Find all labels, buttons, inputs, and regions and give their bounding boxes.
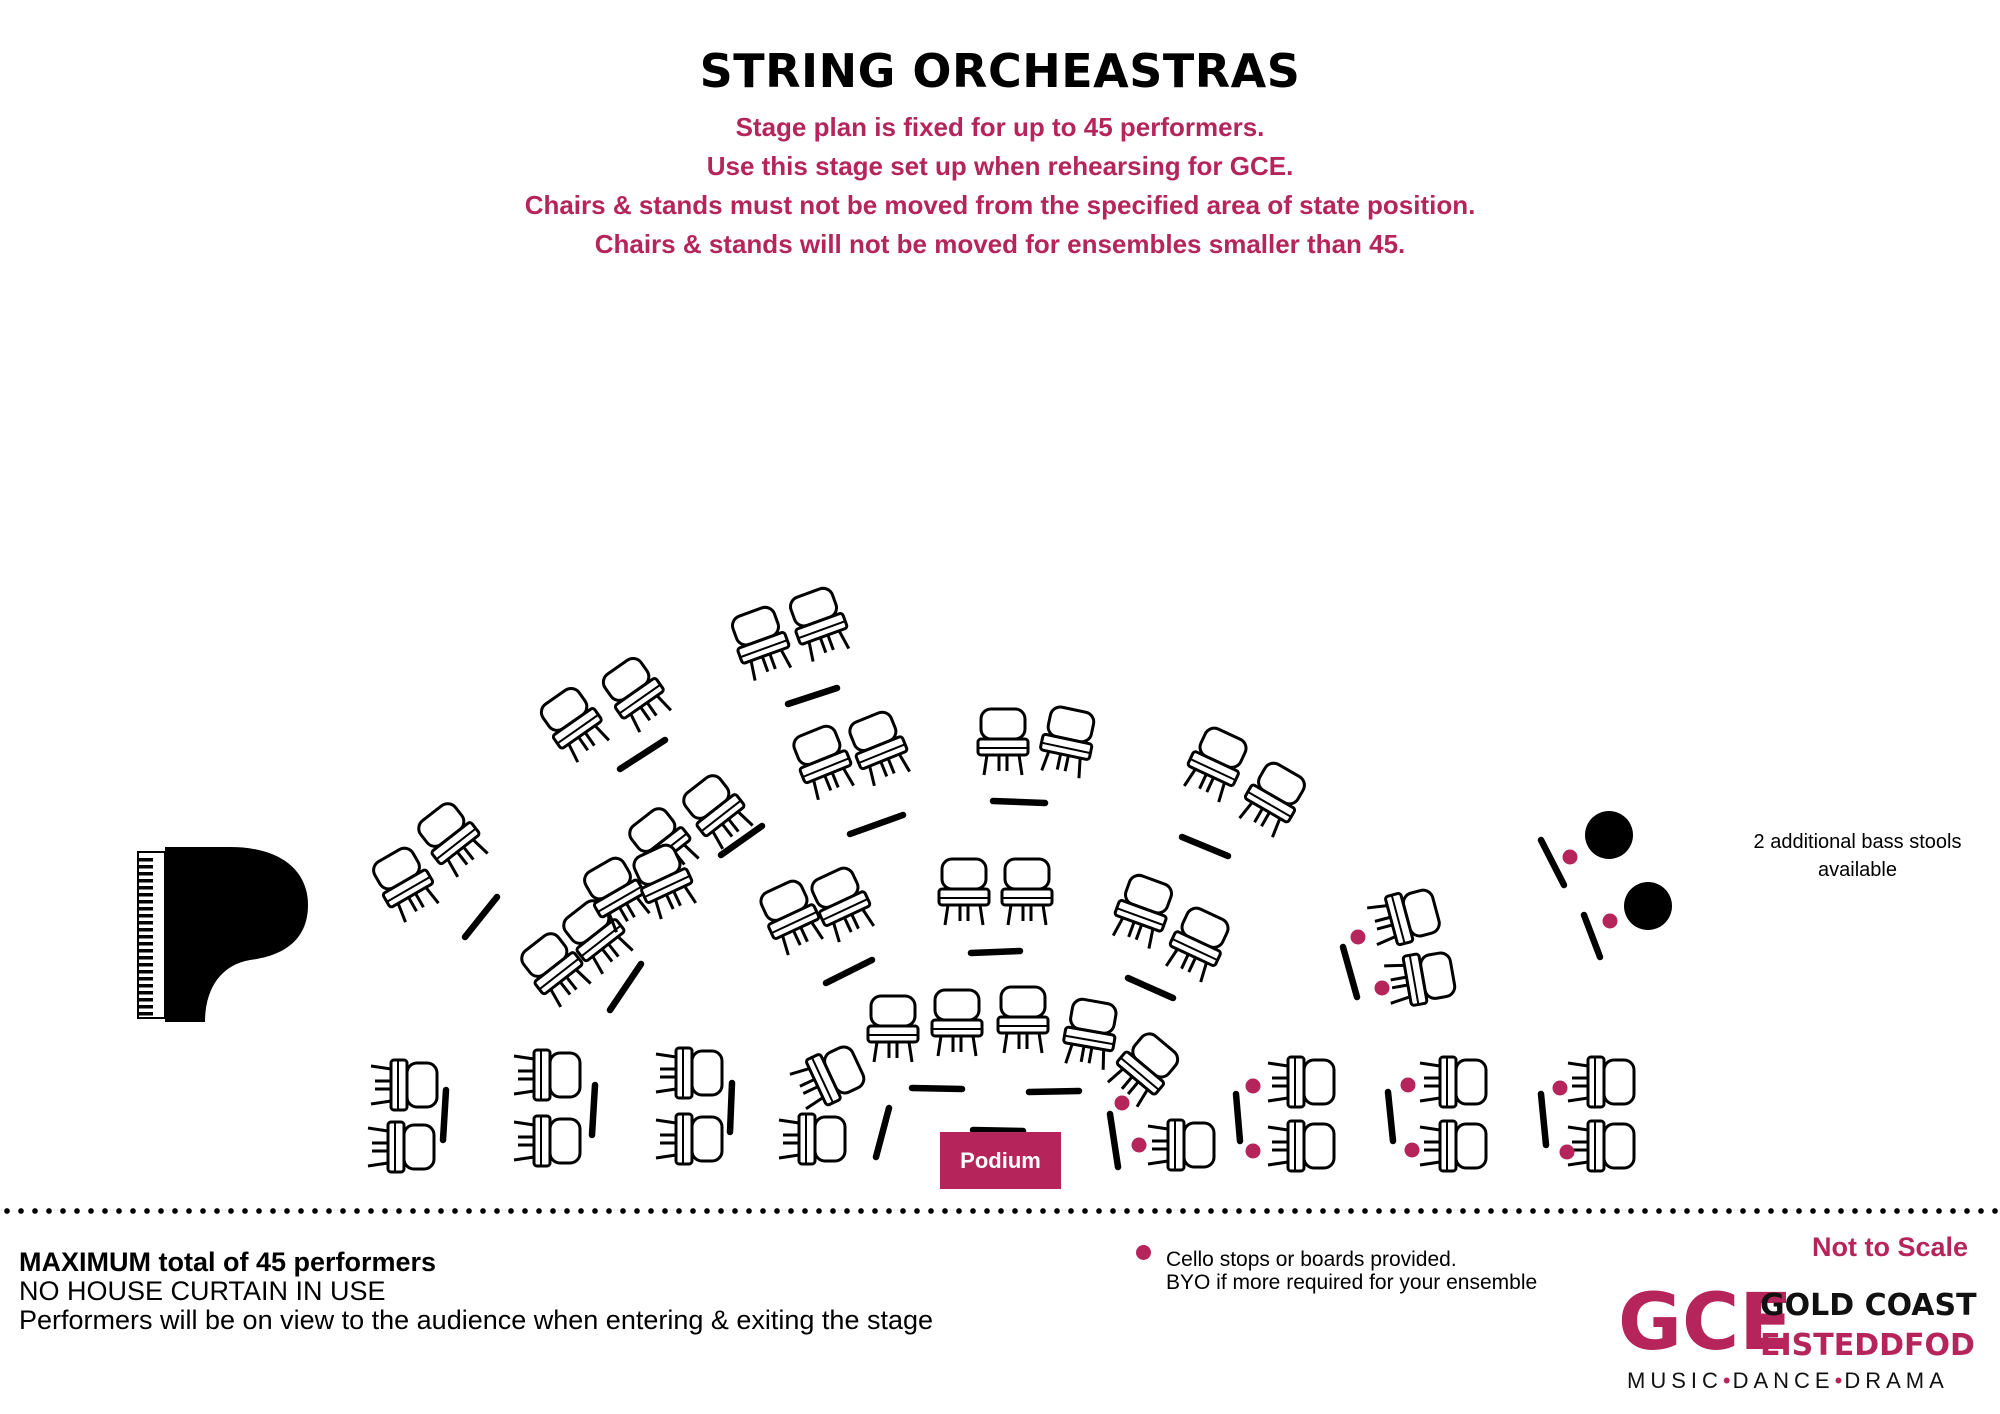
note-line: Stage plan is fixed for up to 45 performers. [735,112,1265,142]
music-stand-icon [1343,947,1357,997]
chair-icon [1234,758,1310,840]
grand-piano-icon [138,847,308,1022]
piano-key [139,921,153,925]
piano-key [139,949,153,953]
music-stand-icon [1541,1094,1546,1145]
music-stand-icon [876,1108,889,1157]
note-line: Chairs & stands will not be moved for ensembles smaller than 45. [594,229,1406,259]
cello-stop-dot-icon [1115,1096,1130,1111]
music-stand-icon [1128,978,1173,998]
chair-icon [1148,1120,1214,1170]
not-to-scale: Not to Scale [1811,1232,1968,1262]
page-title: STRING ORCHEASTRAS [699,44,1301,98]
chair-icon [1420,1121,1486,1171]
cello-stop-dot-icon [1405,1143,1420,1158]
piano-key [139,865,153,869]
chair-icon [412,798,492,881]
chair-icon [844,708,915,788]
stage-edge-line [0,1208,2000,1214]
music-stand-icon [1236,1094,1240,1141]
bass-stools-note: 2 additional bass stools available [1753,831,1962,881]
chair-icon [998,987,1048,1053]
cello-stop-dot-icon [1132,1138,1147,1153]
music-stand-icon [1584,915,1600,957]
music-stand-icon [443,1090,446,1140]
bass-stool-icon [1624,882,1672,930]
piano-key [139,956,153,960]
music-stand-icon [1182,837,1228,856]
chair-icon [371,1060,437,1110]
music-stand-icon [973,1130,1023,1131]
curtain-text: NO HOUSE CURTAIN IN USE [19,1276,386,1306]
chair-icon [779,1114,845,1164]
chair-icon [727,603,797,682]
cello-stop-dot-icon [1351,930,1366,945]
chair-icon [1268,1121,1334,1171]
bass-stool-icon [1585,811,1633,859]
chair-icon [1179,724,1252,805]
legend-line: Cello stops or boards provided. [1166,1248,1457,1271]
legend-line: BYO if more required for your ensemble [1166,1271,1538,1294]
cello-stop-dot-icon [1553,1081,1568,1096]
music-stand-icon [465,897,497,937]
piano-key [139,942,153,946]
cello-stop-dot-icon [1136,1245,1151,1260]
chair-icon [785,584,855,663]
logo-line-1: GOLD COAST [1760,1288,1977,1323]
music-stand-icon [1110,1114,1118,1167]
music-stand-icon [993,801,1045,803]
piano-key [139,984,153,988]
cello-stop-dot-icon [1246,1144,1261,1159]
piano-key [139,886,153,890]
chair-icon [1383,948,1457,1009]
music-stand-icon [788,688,837,704]
chair-icon [788,722,859,802]
cello-stop-dot-icon [1563,850,1578,865]
cello-stop-dot-icon [1560,1145,1575,1160]
piano-key [139,1005,153,1009]
chair-icon [1161,904,1234,985]
cello-stop-dot-icon [1603,914,1618,929]
max-performers-text: MAXIMUM total of 45 performers [19,1247,437,1277]
tag-word: MUSIC [1627,1368,1723,1393]
view-text: Performers will be on view to the audience when entering & exiting the stage [19,1305,934,1335]
music-stand-icon [1029,1091,1079,1092]
music-stand-icon [730,1083,732,1132]
cello-stop-dot-icon [1401,1078,1416,1093]
piano-key [139,879,153,883]
music-stand-icon [592,1085,595,1135]
piano-key [139,900,153,904]
piano-key [139,977,153,981]
piano-key [139,963,153,967]
podium [940,1132,1061,1189]
piano-key [139,991,153,995]
piano-key [139,872,153,876]
chair-icon [1568,1057,1634,1107]
piano-key [139,914,153,918]
chair-icon [1060,997,1121,1071]
piano-key [139,858,153,862]
chair-icon [628,841,701,922]
music-stand-icon [610,964,641,1010]
piano-key [139,970,153,974]
tag-word: DANCE [1732,1368,1835,1393]
note-line: Chairs & stands must not be moved from the specified area of state position. [524,190,1476,220]
logo-line-2: EISTEDDFOD [1760,1328,1975,1363]
music-stand-icon [1388,1092,1393,1141]
piano-key [139,907,153,911]
chair-icon [656,1048,722,1098]
music-stand-icon [971,951,1020,953]
chair-icon [932,990,982,1056]
music-stand-icon [1541,840,1564,885]
piano-key [139,893,153,897]
chair-icon [868,996,918,1062]
piano-key [139,928,153,932]
chair-icon [535,683,614,766]
piano-key [139,998,153,1002]
footer-info [19,1248,933,1335]
chair-icon [1108,871,1178,950]
chair-icon [978,709,1028,775]
gce-logo-icon [1618,1278,1793,1368]
music-stand-icon [620,740,665,769]
chair-icon [939,859,989,925]
music-stand-icon [912,1088,962,1089]
chair-icon [1420,1057,1486,1107]
tag-word: DRAMA [1844,1368,1949,1393]
note-line: Use this stage set up when rehearsing for GCE. [706,151,1294,181]
music-stand-icon [826,960,872,983]
piano-key [139,935,153,939]
chair-icon [368,1122,434,1172]
chair-icon [1568,1121,1634,1171]
chair-icon [656,1114,722,1164]
chair-icon [597,653,676,736]
cello-stop-dot-icon [1375,981,1390,996]
chair-icon [514,1116,580,1166]
cello-stop-dot-icon [1246,1079,1261,1094]
music-stand-icon [850,815,903,834]
chair-icon [514,1050,580,1100]
chair-icon [1268,1057,1334,1107]
chair-icon [787,1041,868,1114]
logo-mark-text: GCE [1618,1278,1793,1368]
chair-icon [1002,859,1052,925]
chair-icon [1366,885,1443,950]
logo-tagline: MUSIC•DANCE•DRAMA [1627,1368,1949,1393]
legend [1166,1248,1537,1294]
chair-icon [1036,705,1099,780]
piano-key [139,1012,153,1016]
podium-label: Podium [960,1148,1041,1173]
